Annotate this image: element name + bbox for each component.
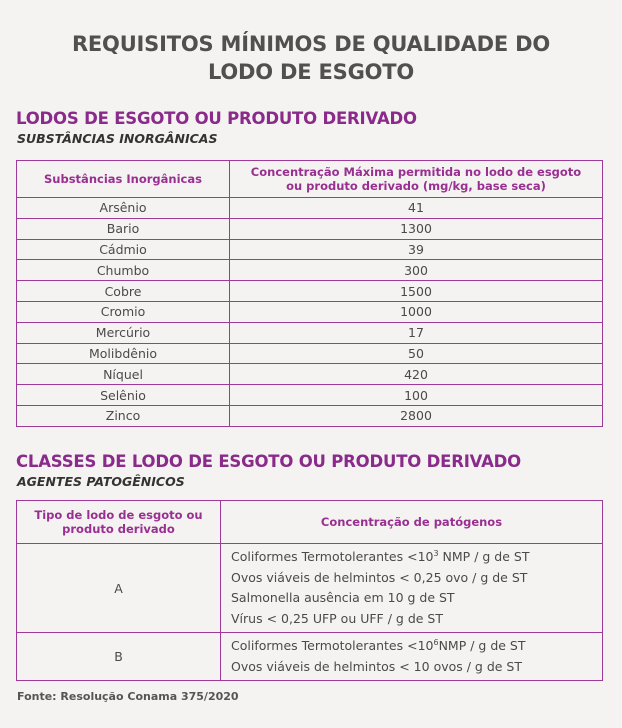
column-header-type: Tipo de lodo de esgoto ou produto derivado [17,501,221,544]
substance-cell: Mercúrio [17,322,230,343]
table-row [17,260,603,281]
table-row [17,218,603,239]
pathogens-table [16,500,603,681]
concentration-cell: 41 [230,198,603,219]
substance-cell: Cobre [17,281,230,302]
column-header-concentration: Concentração Máxima permitida no lodo de esgoto ou produto derivado (mg/kg, base seca) [230,161,603,198]
substance-cell: Chumbo [17,260,230,281]
substance-cell: Arsênio [17,198,230,219]
section-2-title: CLASSES DE LODO DE ESGOTO OU PRODUTO DERIVADO [16,452,521,471]
column-header-substance: Substâncias Inorgânicas [17,161,230,198]
table-header-row [17,501,603,544]
table-row [17,301,603,322]
concentration-cell: 420 [230,364,603,385]
table-row [17,544,603,633]
substance-cell: Molibdênio [17,343,230,364]
concentration-cell: 1300 [230,218,603,239]
exponent: 3 [433,548,439,558]
page-title-line-2: LODO DE ESGOTO [207,60,415,84]
table-row [17,322,603,343]
substance-cell: Cromio [17,301,230,322]
concentration-cell: 300 [230,260,603,281]
pathogen-line: Vírus < 0,25 UFP ou UFF / g de ST [231,610,443,626]
concentration-cell: 39 [230,239,603,260]
page-title-line-1: REQUISITOS MÍNIMOS DE QUALIDADE DO [71,32,551,56]
concentration-cell: 50 [230,343,603,364]
pathogen-line: Ovos viáveis de helmintos < 10 ovos / g de ST [231,658,523,674]
substance-cell: Cádmio [17,239,230,260]
table-row [17,239,603,260]
pathogen-line: Coliformes Termotolerantes $<10^6NMP / g$ de ST [231,637,526,653]
sludge-type-cell: B [17,633,221,681]
column-header-pathogens: Concentração de patógenos [221,501,603,544]
substance-cell: Níquel [17,364,230,385]
pathogen-line: Ovos viáveis de helmintos < 0,25 ovo / g de ST [231,569,528,585]
section-1-subtitle: SUBSTÂNCIAS INORGÂNICAS [17,131,218,146]
concentration-cell: 100 [230,385,603,406]
table-row [17,385,603,406]
table-row [17,198,603,219]
table-row [17,633,603,681]
source-note: Fonte: Resolução Conama 375/2020 [17,690,239,703]
concentration-cell: 1000 [230,301,603,322]
pathogen-concentration-cell [221,544,603,633]
page-title [0,30,622,86]
substance-cell: Zinco [17,405,230,426]
section-2-subtitle: AGENTES PATOGÊNICOS [17,474,185,489]
pathogen-line: Salmonella ausência em 10 g de ST [231,590,455,605]
table-row [17,405,603,426]
pathogen-concentration-cell [221,633,603,681]
table-row [17,281,603,302]
sludge-type-cell: A [17,544,221,633]
concentration-cell: 17 [230,322,603,343]
pathogens-body [17,544,603,681]
table-row [17,364,603,385]
table-row [17,343,603,364]
pathogen-line: Coliformes Termotolerantes $<10^3$ NMP / g de ST [231,548,530,564]
table-header-row [17,161,603,198]
concentration-cell: 1500 [230,281,603,302]
exponent: 6 [433,637,439,647]
section-1-title: LODOS DE ESGOTO OU PRODUTO DERIVADO [16,109,417,128]
inorganic-substances-body [17,198,603,427]
substance-cell: Selênio [17,385,230,406]
substance-cell: Bario [17,218,230,239]
concentration-cell: 2800 [230,405,603,426]
inorganic-substances-table [16,160,603,427]
